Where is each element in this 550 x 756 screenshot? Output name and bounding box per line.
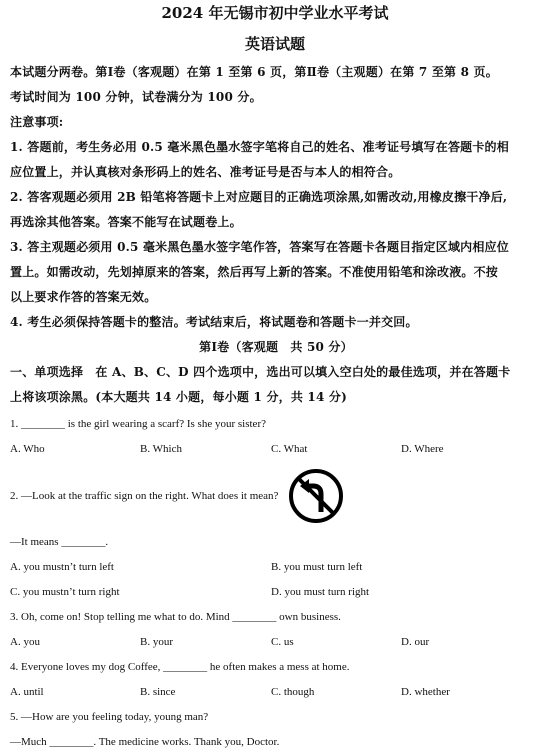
question-2-option-d[interactable]: D. you must turn right [271, 586, 370, 598]
note-3-line-2: 置上。如需改动，先划掉原来的答案，然后再写上新的答案。不准使用铅笔和涂改液。不按 [10, 265, 499, 279]
question-1-option-c[interactable]: C. What [271, 443, 308, 455]
exam-title: 2024 年无锡市初中学业水平考试 [161, 4, 389, 22]
question-1-option-a[interactable]: A. Who [10, 443, 45, 455]
question-2-stem: 2. —Look at the traffic sign on the right. What does it mean? [10, 490, 279, 502]
question-1-stem: 1. ________ is the girl wearing a scarf? Is she your sister? [10, 418, 266, 430]
question-4-stem: 4. Everyone loves my dog Coffee, ________ he often makes a mess at home. [10, 661, 350, 673]
note-2-line-1: 2. 答客观题必须用 2B 铅笔将答题卡上对应题目的正确选项涂黑,如需改动,用橡皮擦干净后, [10, 190, 508, 204]
intro-line-2: 考试时间为 100 分钟，试卷满分为 100 分。 [10, 90, 262, 104]
question-4-option-d[interactable]: D. whether [401, 686, 450, 698]
note-3-line-1: 3. 答主观题必须用 0.5 毫米黑色墨水签字笔作答，答案写在答题卡各题目指定区域内相应位 [10, 240, 509, 254]
part-1-heading: 第Ⅰ卷（客观题 共 50 分） [199, 340, 353, 354]
question-1-option-b[interactable]: B. Which [140, 443, 182, 455]
section-1-line-1: 一、单项选择 在 A、B、C、D 四个选项中，选出可以填入空白处的最佳选项，并在答题卡 [10, 365, 511, 379]
question-2-option-a[interactable]: A. you mustn’t turn left [10, 561, 114, 573]
section-1-line-2: 上将该项涂黑。(本大题共 14 小题，每小题 1 分，共 14 分) [10, 390, 347, 404]
note-1-line-1: 1. 答题前，考生务必用 0.5 毫米黑色墨水签字笔将自己的姓名、准考证号填写在答题卡的相 [10, 140, 509, 154]
question-4-option-b[interactable]: B. since [140, 686, 176, 698]
question-3-option-b[interactable]: B. your [140, 636, 173, 648]
no-left-turn-sign-icon [288, 468, 344, 524]
question-1-option-d[interactable]: D. Where [401, 443, 444, 455]
question-5-answer-line: —Much ________. The medicine works. Thank you, Doctor. [10, 736, 280, 748]
note-4: 4. 考生必须保持答题卡的整洁。考试结束后，将试题卷和答题卡一并交回。 [10, 315, 418, 329]
note-3-line-3: 以上要求作答的答案无效。 [10, 290, 157, 304]
question-3-stem: 3. Oh, come on! Stop telling me what to do. Mind ________ own business. [10, 611, 341, 623]
note-1-line-2: 应位置上，并认真核对条形码上的姓名、准考证号是否与本人的相符合。 [10, 165, 401, 179]
question-5-stem: 5. —How are you feeling today, young man? [10, 711, 209, 723]
question-3-option-c[interactable]: C. us [271, 636, 294, 648]
question-3-option-a[interactable]: A. you [10, 636, 40, 648]
note-2-line-2: 再选涂其他答案。答案不能写在试题卷上。 [10, 215, 242, 229]
question-2-answer-line: —It means ________. [10, 536, 109, 548]
exam-subtitle: 英语试题 [244, 35, 305, 53]
question-2-option-c[interactable]: C. you mustn’t turn right [10, 586, 120, 598]
question-4-option-a[interactable]: A. until [10, 686, 44, 698]
intro-line-1: 本试题分两卷。第Ⅰ卷（客观题）在第 1 至第 6 页，第Ⅱ卷（主观题）在第 7 至第 8 页。 [10, 65, 498, 79]
question-4-option-c[interactable]: C. though [271, 686, 315, 698]
question-2-option-b[interactable]: B. you must turn left [271, 561, 363, 573]
question-3-option-d[interactable]: D. our [401, 636, 430, 648]
notes-heading: 注意事项: [10, 115, 64, 129]
